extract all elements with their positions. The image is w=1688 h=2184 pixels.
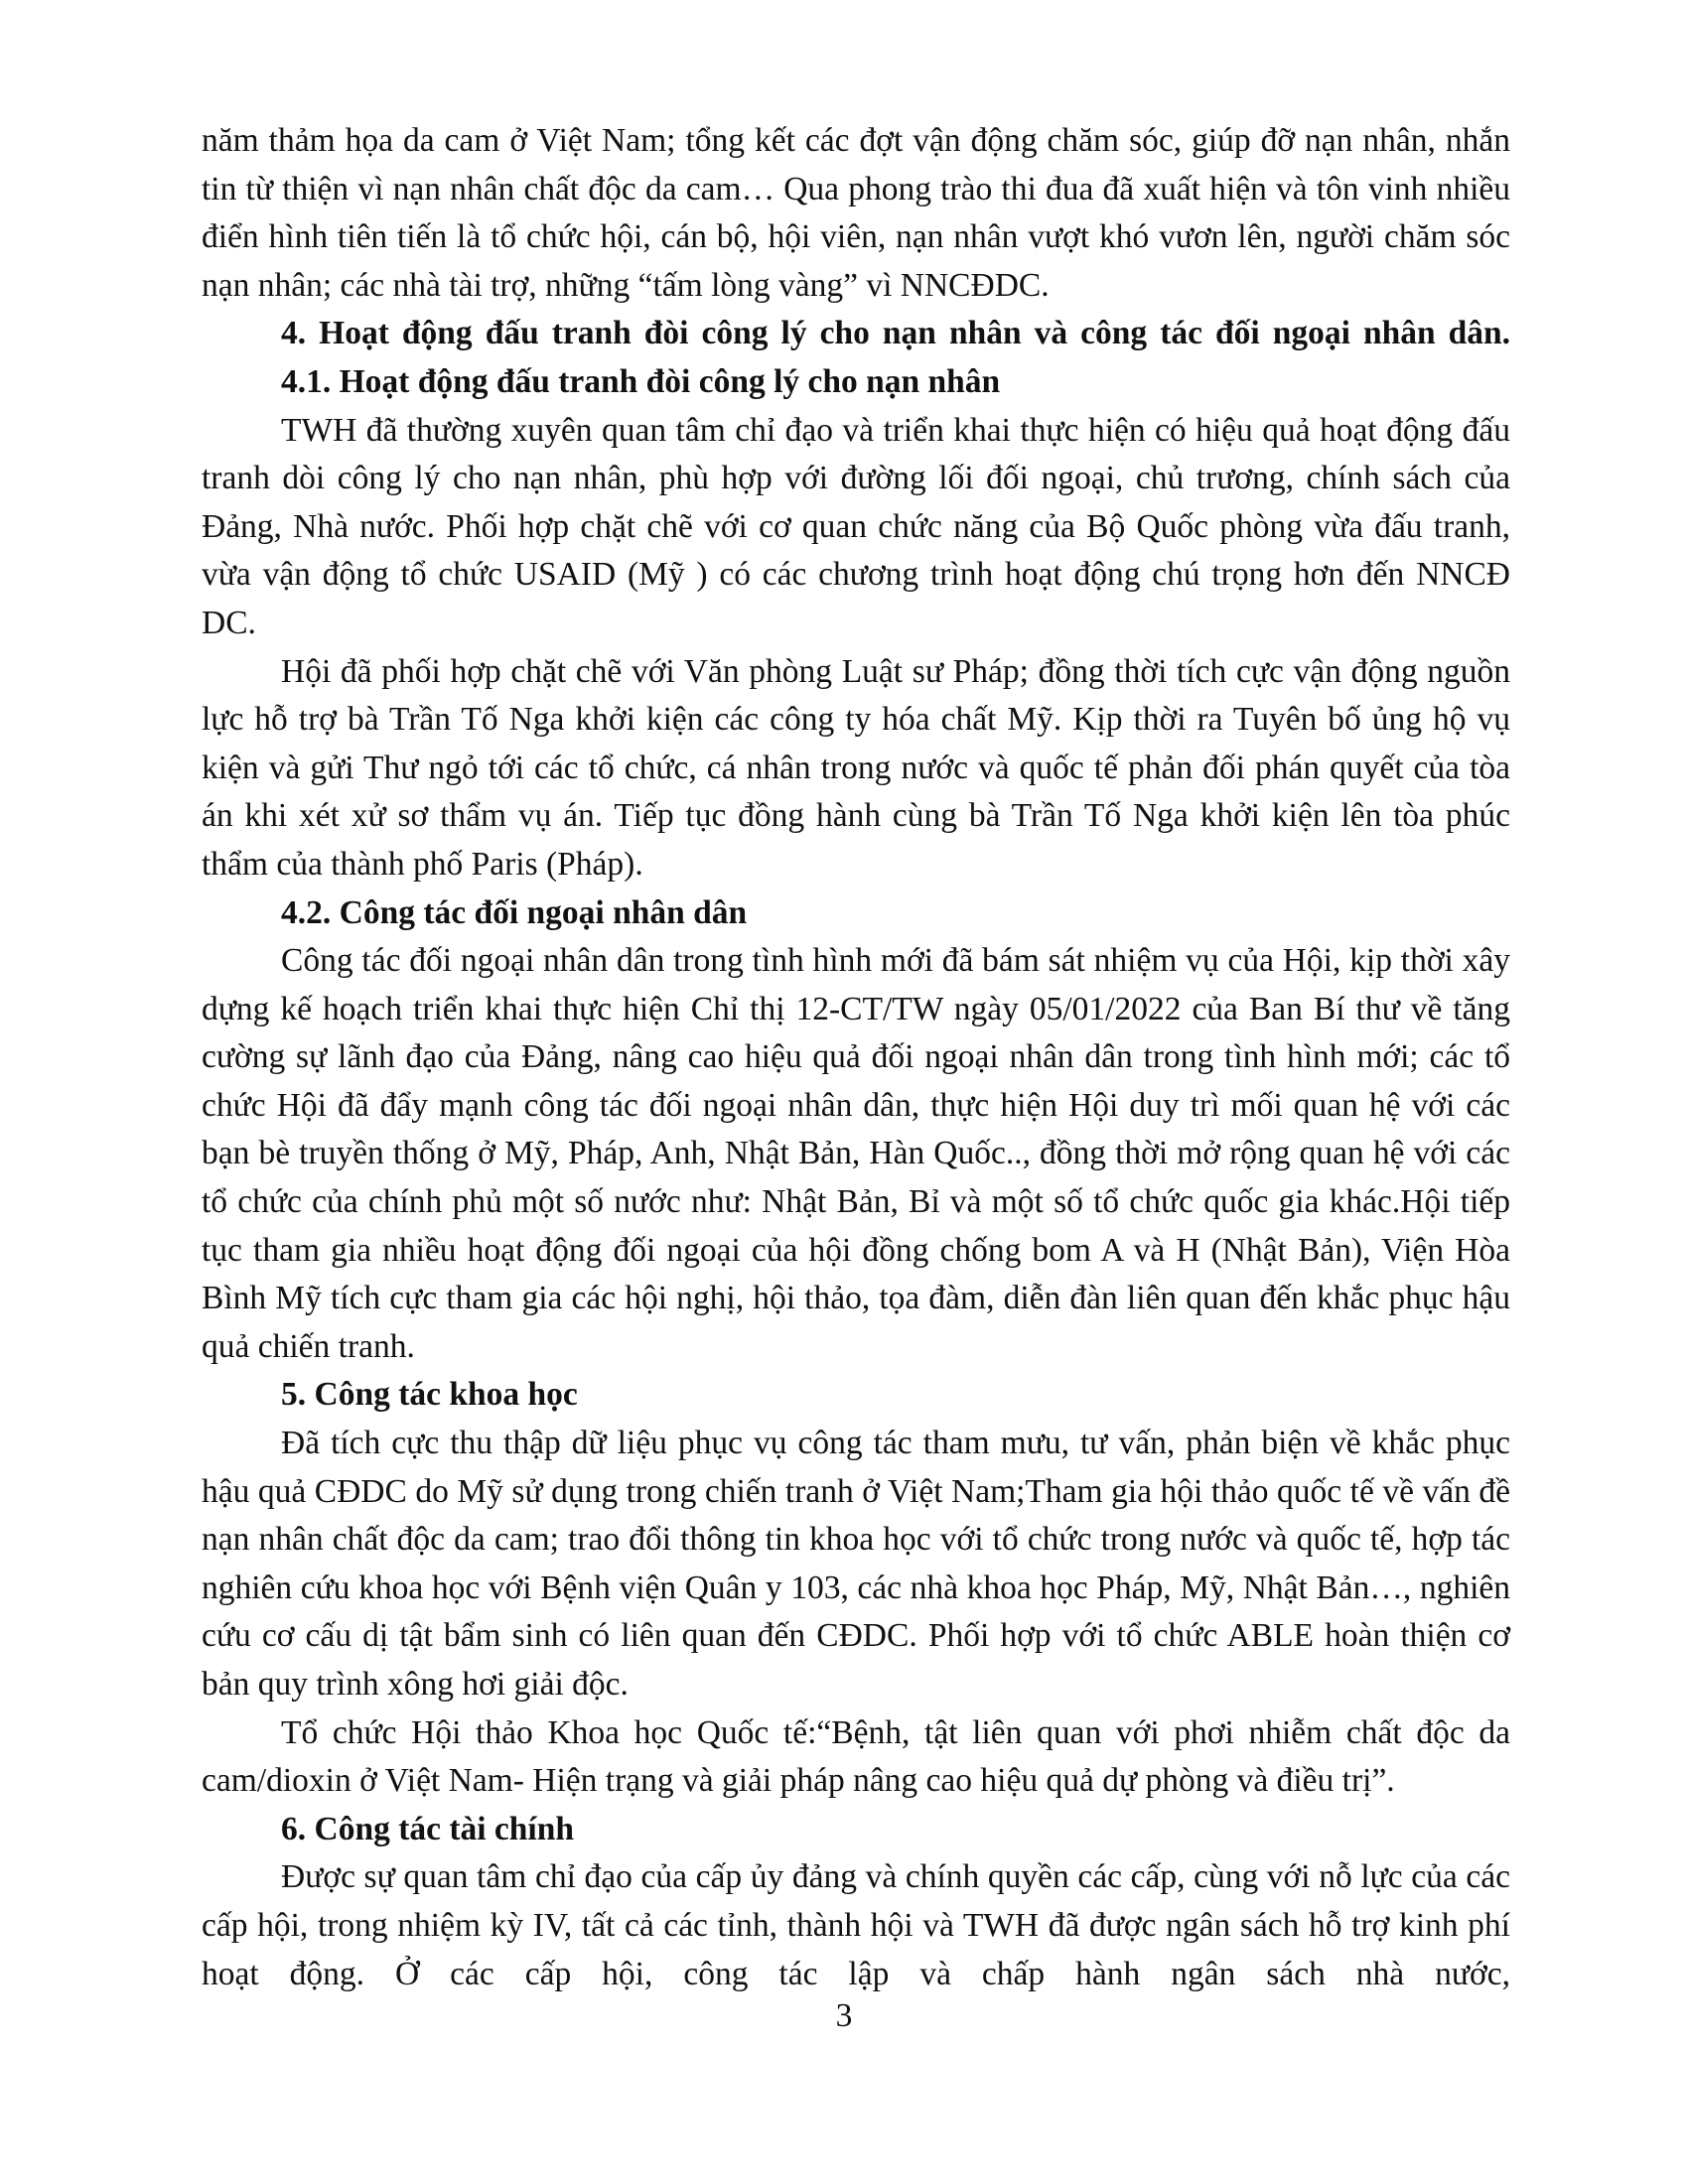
subsection-heading-4-2: 4.2. Công tác đối ngoại nhân dân [281,893,748,931]
page-number: 3 [835,1997,853,2034]
paragraph-continued: năm thảm họa da cam ở Việt Nam; tổng kết các đợt vận động chăm sóc, giúp đỡ nạn nhân, nhắn tin từ thiện vì nạn nhân chất độc da cam… Qua phong trào thi đua đã xuất hiện và tôn vinh nhiều điển hình tiên tiến là tổ chức hội, cán bộ, hội viên, nạn nhân vượt khó vươn lên, người chăm sóc nạn nhân; các nhà tài trợ, những “tấm lòng vàng” vì NNCĐDC. [202,122,1510,304]
section-heading-4: 4. Hoạt động đấu tranh đòi công lý cho nạn nhân và công tác đối ngoại nhân dân. [281,315,1510,352]
subsection-heading-4-1: 4.1. Hoạt động đấu tranh đòi công lý cho nạn nhân [281,362,1001,400]
paragraph: Tổ chức Hội thảo Khoa học Quốc tế:“Bệnh, tật liên quan với phơi nhiễm chất độc da cam/dioxin ở Việt Nam- Hiện trạng và giải pháp nâng cao hiệu quả dự phòng và điều trị”. [202,1713,1510,1800]
section-heading-6: 6. Công tác tài chính [281,1810,575,1847]
paragraph: Hội đã phối hợp chặt chẽ với Văn phòng Luật sư Pháp; đồng thời tích cực vận động nguồn lực hỗ trợ bà Trần Tố Nga khởi kiện các công ty hóa chất Mỹ. Kịp thời ra Tuyên bố ủng hộ vụ kiện và gửi Thư ngỏ tới các tổ chức, cá nhân trong nước và quốc tế phản đối phán quyết của tòa án khi xét xử sơ thẩm vụ án. Tiếp tục đồng hành cùng bà Trần Tố Nga khởi kiện lên tòa phúc thẩm của thành phố Paris (Pháp). [202,652,1510,883]
paragraph: Đã tích cực thu thập dữ liệu phục vụ công tác tham mưu, tư vấn, phản biện về khắc phục hậu quả CĐDC do Mỹ sử dụng trong chiến tranh ở Việt Nam;Tham gia hội thảo quốc tế về vấn đề nạn nhân chất độc da cam; trao đổi thông tin khoa học với tổ chức trong nước và quốc tế, hợp tác nghiên cứu khoa học với Bệnh viện Quân y 103, các nhà khoa học Pháp, Mỹ, Nhật Bản…, nghiên cứu cơ cấu dị tật bẩm sinh có liên quan đến CĐDC. Phối hợp với tổ chức ABLE hoàn thiện cơ bản quy trình xông hơi giải độc. [202,1425,1510,1703]
paragraph: TWH đã thường xuyên quan tâm chỉ đạo và triển khai thực hiện có hiệu quả hoạt động đấu tranh dòi công lý cho nạn nhân, phù hợp với đường lối đối ngoại, chủ trương, chính sách của Đảng, Nhà nước. Phối hợp chặt chẽ với cơ quan chức năng của Bộ Quốc phòng vừa đấu tranh, vừa vận động tổ chức USAID (Mỹ ) có các chương trình hoạt động chú trọng hơn đến NNCĐ DC. [202,411,1510,641]
document-page [202,117,1510,1998]
section-heading-5: 5. Công tác khoa học [281,1376,578,1414]
paragraph: Công tác đối ngoại nhân dân trong tình hình mới đã bám sát nhiệm vụ của Hội, kịp thời xây dựng kế hoạch triển khai thực hiện Chỉ thị 12-CT/TW ngày 05/01/2022 của Ban Bí thư về tăng cường sự lãnh đạo của Đảng, nâng cao hiệu quả đối ngoại nhân dân trong tình hình mới; các tổ chức Hội đã đẩy mạnh công tác đối ngoại nhân dân, thực hiện Hội duy trì mối quan hệ với các bạn bè truyền thống ở Mỹ, Pháp, Anh, Nhật Bản, Hàn Quốc.., đồng thời mở rộng quan hệ với các tổ chức của chính phủ một số nước như: Nhật Bản, Bỉ và một số tổ chức quốc gia khác.Hội tiếp tục tham gia nhiều hoạt động đối ngoại của hội đồng chống bom A và H (Nhật Bản), Viện Hòa Bình Mỹ tích cực tham gia các hội nghị, hội thảo, tọa đàm, diễn đàn liên quan đến khắc phục hậu quả chiến tranh. [202,942,1510,1365]
paragraph-continues-next-page: Được sự quan tâm chỉ đạo của cấp ủy đảng và chính quyền các cấp, cùng với nỗ lực của các cấp hội, trong nhiệm kỳ IV, tất cả các tỉnh, thành hội và TWH đã được ngân sách hỗ trợ kinh phí hoạt động. Ở các cấp hội, công tác lập và chấp hành ngân sách nhà nước, [202,1858,1510,1992]
